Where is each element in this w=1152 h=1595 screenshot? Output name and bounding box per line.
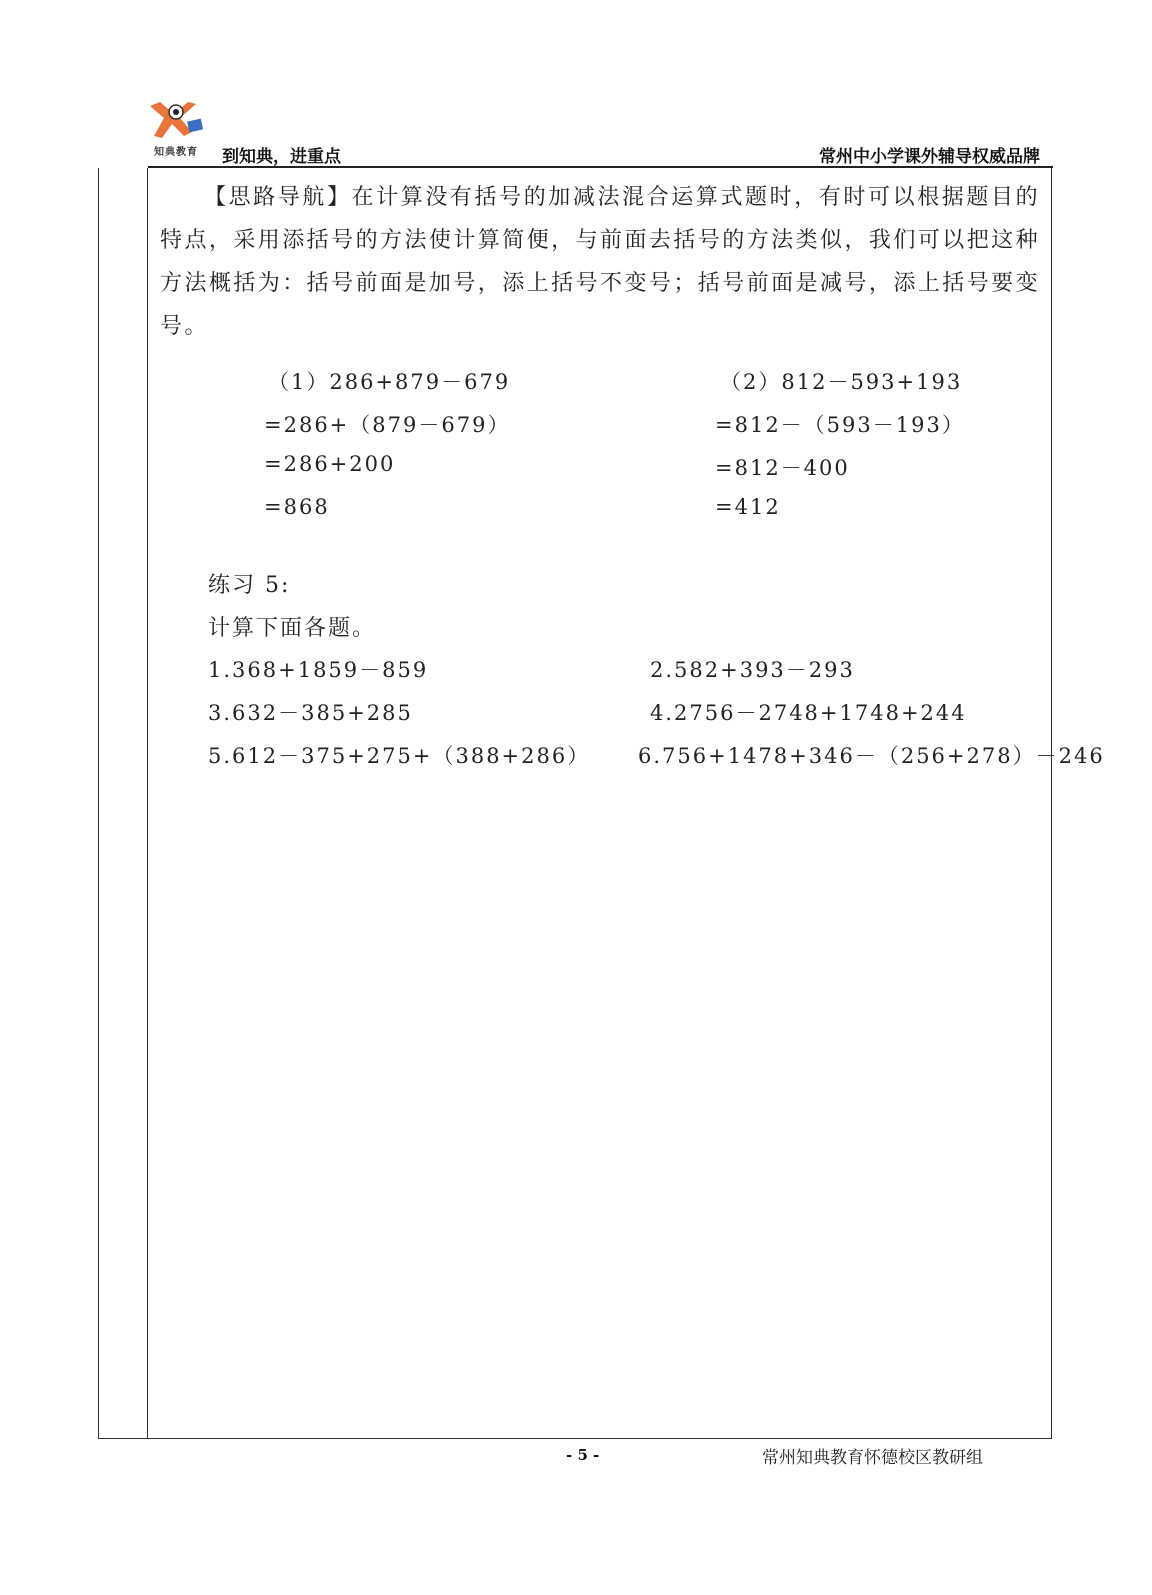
example-left-line: =286+（879－679） <box>264 413 511 437</box>
logo-text: 知典教育 <box>154 147 198 158</box>
exercise-problem: 6.756+1478+346－（256+278）－246 <box>638 744 1105 768</box>
exercise-problem: 4.2756－2748+1748+244 <box>650 701 967 725</box>
example-left-line: =286+200 <box>264 452 396 476</box>
exercise-problem: 5.612－375+275+（388+286） <box>208 744 591 768</box>
example-right-line: （2）812－593+193 <box>720 370 963 394</box>
content-frame <box>98 168 1052 1439</box>
exercise-problem: 2.582+393－293 <box>650 658 855 682</box>
example-left-line: （1）286+879－679 <box>268 370 511 394</box>
margin-divider <box>147 168 148 1439</box>
page-number: - 5 - <box>566 1446 600 1464</box>
guide-paragraph: 【思路导航】在计算没有括号的加减法混合运算式题时，有时可以根据题目的特点，采用添括号的方法使计算简便，与前面去括号的方法类似，我们可以把这种方法概括为：括号前面是加号，添上括号不变号；括号前面是减号，添上括号要变号。 <box>160 185 1040 339</box>
exercise-title: 练习 5: <box>208 573 291 598</box>
header-slogan: 到知典，进重点 <box>222 147 341 167</box>
exercise-instruction: 计算下面各题。 <box>208 616 377 641</box>
logo-mascot-icon <box>140 98 212 142</box>
example-right-line: =812－400 <box>715 456 850 480</box>
exercise-problem: 1.368+1859－859 <box>208 658 429 682</box>
example-right-line: =412 <box>715 495 781 519</box>
header-brand: 常州中小学课外辅导权威品牌 <box>819 147 1040 167</box>
exercise-problem: 3.632－385+285 <box>208 701 413 725</box>
example-left-line: =868 <box>264 495 330 519</box>
footer-organization: 常州知典教育怀德校区教研组 <box>762 1448 983 1468</box>
logo <box>140 98 212 158</box>
example-right-line: =812－（593－193） <box>715 413 965 437</box>
